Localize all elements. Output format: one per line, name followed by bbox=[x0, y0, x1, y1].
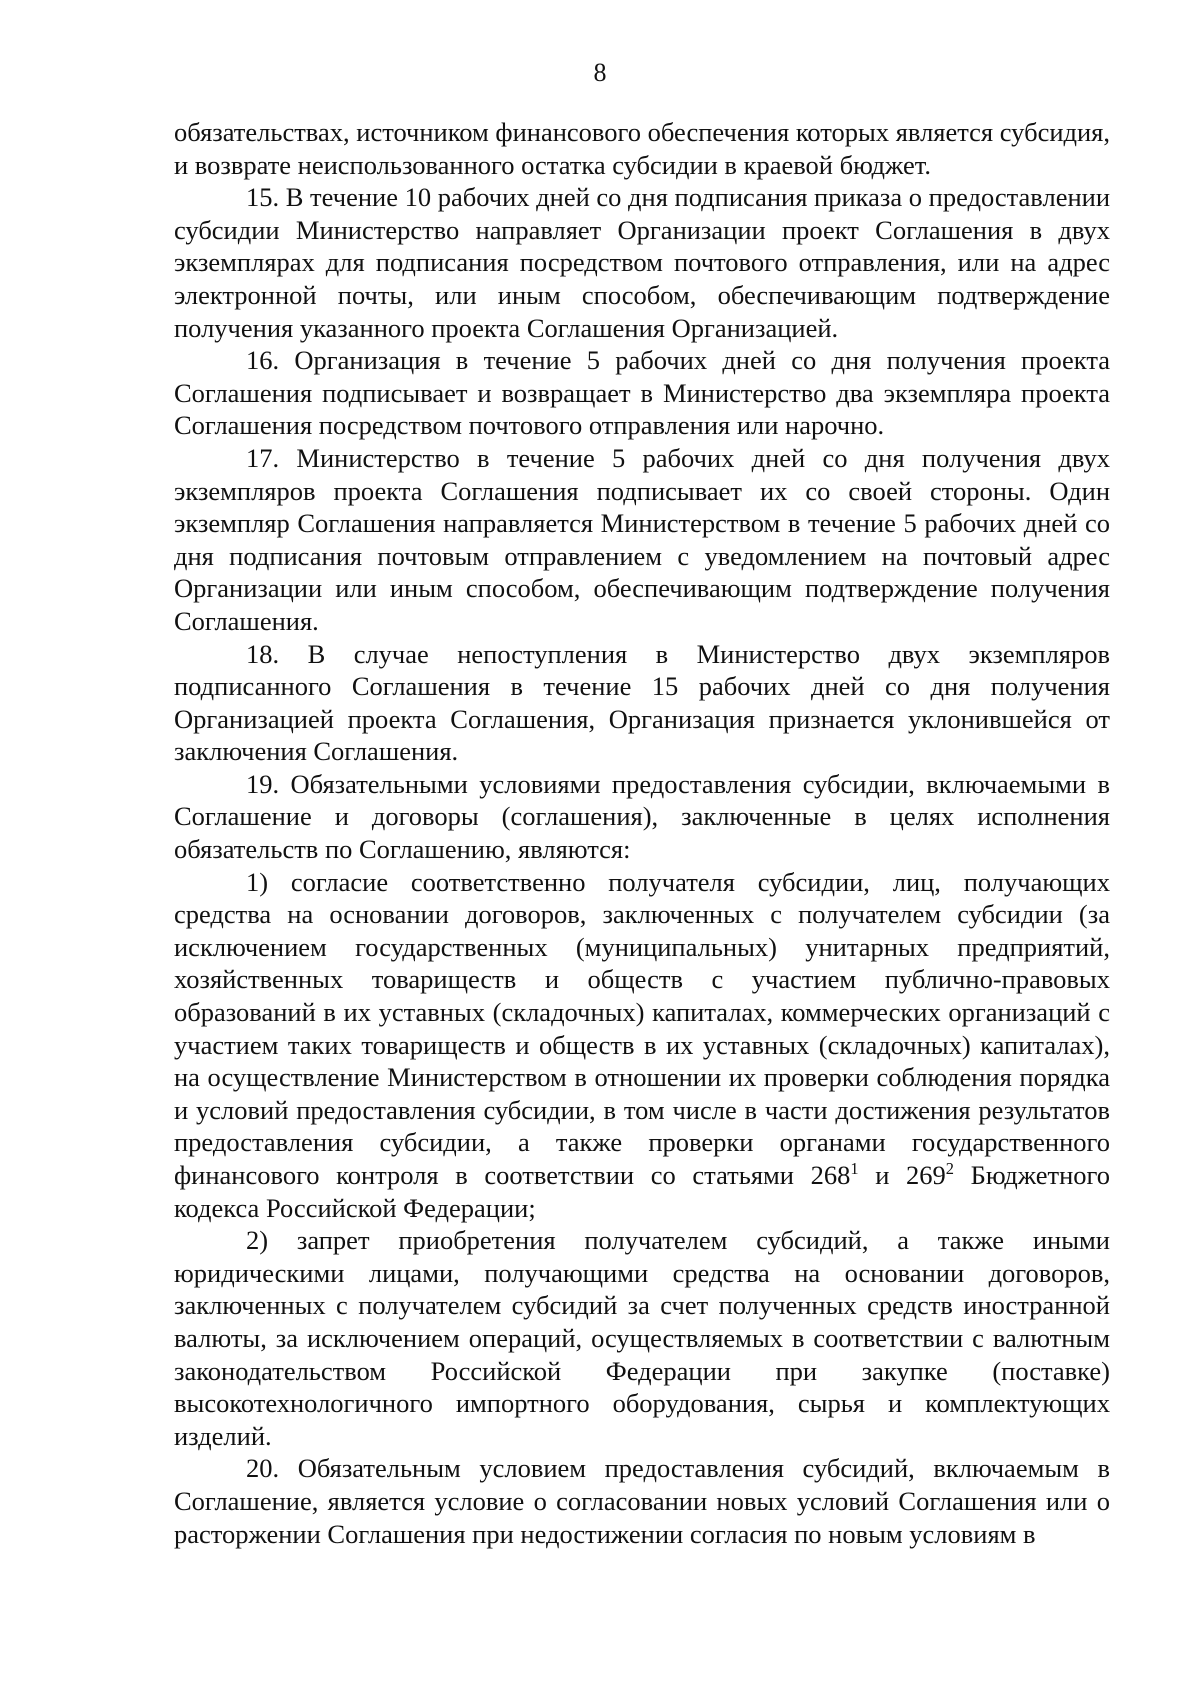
paragraph-16: 16. Организация в течение 5 рабочих дней со дня получения проекта Соглашения подписывает и возвращает в Министерство два экземпляра проекта Соглашения посредством почтового отправления или нарочно. bbox=[174, 345, 1110, 441]
page-number: 8 bbox=[593, 58, 607, 87]
item-1-text-mid: и 269 bbox=[858, 1160, 946, 1190]
superscript-2: 2 bbox=[945, 1159, 954, 1179]
item-1-text-before: 1) согласие соответственно получателя субсидии, лиц, получающих средства на основании договоров, заключенных с получателем субсидии (за исключением государственных (муниципальных) унитарных предприятий, хозяйственных товариществ и обществ с участием публично-правовых образований в их уставных (складочных) капиталах, коммерческих организаций с участием таких товариществ и обществ в их уставных (складочных) капиталах), на осуществление Министерством в отношении их проверки соблюдения порядка и условий предоставления субсидии, в том числе в части достижения результатов предоставления субсидии, а также проверки органами государственного финансового контроля в соответствии со статьями 268 bbox=[174, 866, 1110, 1190]
paragraph-continuation: обязательствах, источником финансового обеспечения которых является субсидия, и возврате неиспользованного остатка субсидии в краевой бюджет. bbox=[174, 117, 1110, 180]
item-1-text-after: Бюджетного кодекса Российской Федерации; bbox=[174, 1160, 1110, 1223]
paragraph-20: 20. Обязательным условием предоставления субсидий, включаемым в Соглашение, является условие о согласовании новых условий Соглашения или о расторжении Соглашения при недостижении согласия по новым условиям в bbox=[174, 1453, 1110, 1549]
paragraph-17: 17. Министерство в течение 5 рабочих дней со дня получения двух экземпляров проекта Соглашения подписывает их со своей стороны. Один экземпляр Соглашения направляется Министерством в течение 5 рабочих дней со дня подписания почтовым отправлением с уведомлением на почтовый адрес Организации или иным способом, обеспечивающим подтверждение получения Соглашения. bbox=[174, 442, 1110, 636]
paragraph-15: 15. В течение 10 рабочих дней со дня подписания приказа о предоставлении субсидии Министерство направляет Организации проект Соглашения в двух экземплярах для подписания посредством почтового отправления, или на адрес электронной почты, или иным способом, обеспечивающим подтверждение получения указанного проекта Соглашения Организацией. bbox=[174, 182, 1110, 343]
document-body bbox=[174, 116, 1110, 1550]
paragraph-18: 18. В случае непоступления в Министерство двух экземпляров подписанного Соглашения в течение 15 рабочих дней со дня получения Организацией проекта Соглашения, Организация признается уклонившейся от заключения Соглашения. bbox=[174, 638, 1110, 767]
paragraph-19-item-1 bbox=[174, 866, 1110, 1225]
paragraph-19-item-2: 2) запрет приобретения получателем субсидий, а также иными юридическими лицами, получающими средства на основании договоров, заключенных с получателем субсидий за счет полученных средств иностранной валюты, за исключением операций, осуществляемых в соответствии с валютным законодательством Российской Федерации при закупке (поставке) высокотехнологичного импортного оборудования, сырья и комплектующих изделий. bbox=[174, 1225, 1110, 1451]
paragraph-19: 19. Обязательными условиями предоставления субсидии, включаемыми в Соглашение и договоры (соглашения), заключенные в целях исполнения обязательств по Соглашению, являются: bbox=[174, 768, 1110, 865]
superscript-1: 1 bbox=[850, 1159, 859, 1179]
